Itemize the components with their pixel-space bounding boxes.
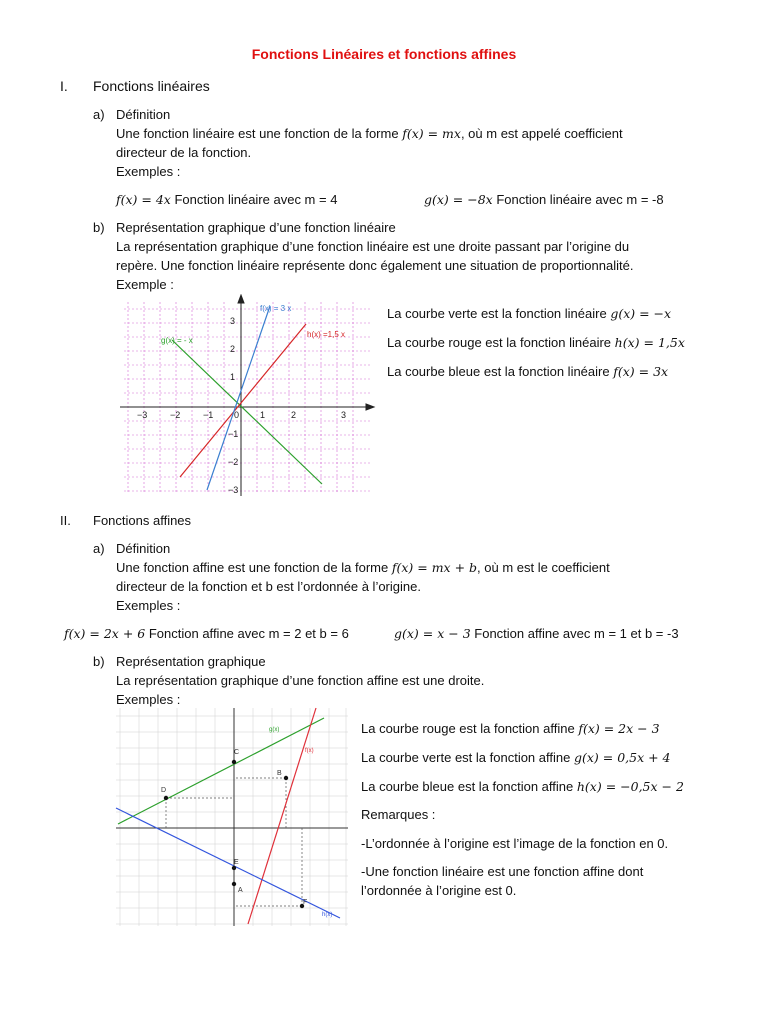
s2-b-title: Représentation graphique [116,654,266,669]
s2-b-letter: b) [93,654,105,669]
s2-ex1-formula: f(x) = 2x + 6 [64,626,146,641]
point-b-label: B [277,770,282,777]
s1-desc-red [387,333,685,353]
x-tick-label: 3 [341,410,347,420]
s2-remark-1: -L’ordonnée à l’origine est l’image de la fonction en 0. [361,836,669,851]
s1-examples-label: Exemples : [116,164,181,179]
s1-a-title: Définition [116,107,171,122]
s1-example-1 [116,190,337,210]
s1-definition-line2: directeur de la fonction. [116,145,252,160]
s1-desc3-formula: f(x) = 3x [613,364,669,379]
s1-b-title: Représentation graphique d’une fonction linéaire [116,220,396,235]
s2-a-title: Définition [116,541,171,556]
x-tick-label: 2 [291,410,297,420]
x-tick-label: −1 [203,410,214,420]
s1-example-2 [424,190,664,210]
s2-desc2-formula: g(x) = 0,5x + 4 [573,750,671,765]
curve-g-green [172,340,322,484]
s1-desc3-text: La courbe bleue est la fonction linéaire [387,364,610,379]
x-tick-label: −3 [137,410,148,420]
s2-ex2-formula: g(x) = x − 3 [394,626,471,641]
s2-example-2 [394,624,679,644]
curve-f-red [248,708,316,924]
x-tick-label: −2 [170,410,181,420]
point-f-label: F [303,899,308,906]
label-f: f(x) = 3 x [260,304,292,313]
s2-examples-label: Exemples : [116,598,181,613]
s2-def-text1: Une fonction affine est une fonction de la forme [116,560,389,575]
point-e-label: E [234,859,239,866]
s2-desc3-formula: h(x) = −0,5x − 2 [576,779,684,794]
s1-desc2-formula: h(x) = 1,5x [614,335,685,350]
s2-ex2-text: Fonction affine avec m = 1 et b = -3 [474,626,679,641]
curve-g-green [118,718,324,824]
s2-remarks-label: Remarques : [361,807,436,822]
s1-ex1-formula: f(x) = 4x [116,192,171,207]
s2-remark-2-line1: -Une fonction linéaire est une fonction affine dont [361,864,644,879]
s2-def-text2: , où m est le coefficient [477,560,610,575]
s1-b-line2: repère. Une fonction linéaire représente donc également une situation de proportionnalité. [116,258,634,273]
y-tick-label: −1 [228,429,239,439]
section-1-heading: Fonctions linéaires [93,78,210,94]
y-tick-label: 1 [230,372,236,382]
linear-functions-graph [116,294,378,498]
s1-b-line1: La représentation graphique d’une fonction linéaire est une droite passant par l’origine du [116,239,630,254]
s2-b-line1: La représentation graphique d’une fonction affine est une droite. [116,673,485,688]
x-tick-label: 0 [234,410,240,420]
point-c-label: C [234,749,240,756]
affine-functions-graph [114,706,350,928]
s2-definition-line2: directeur de la fonction et b est l’ordonnée à l’origine. [116,579,421,594]
s2-definition-line1 [116,558,610,578]
s1-b-letter: b) [93,220,105,235]
s1-def-text1: Une fonction linéaire est une fonction de la forme [116,126,399,141]
s2-example-1 [64,624,349,644]
s1-desc2-text: La courbe rouge est la fonction linéaire [387,335,612,350]
section-2-number: II. [60,513,71,528]
s1-ex2-formula: g(x) = −8x [424,192,493,207]
s1-a-letter: a) [93,107,105,122]
s1-desc-blue [387,362,668,382]
y-tick-label: 3 [230,316,236,326]
point-d-label: D [161,787,167,794]
s1-definition-line1 [116,124,623,144]
graph2-axes [116,708,348,926]
s2-examples-label-2: Exemples : [116,692,181,707]
x-tick-label: 1 [260,410,266,420]
section-1-number: I. [60,78,68,94]
s2-desc1-text: La courbe rouge est la fonction affine [361,721,575,736]
s2-desc-red [361,719,660,739]
s1-ex1-text: Fonction linéaire avec m = 4 [174,192,338,207]
y-tick-label: −2 [228,457,239,467]
s1-desc1-text: La courbe verte est la fonction linéaire [387,306,607,321]
s2-desc2-text: La courbe verte est la fonction affine [361,750,571,765]
s1-def-text2: , où m est appelé coefficient [460,126,623,141]
label-h: h(x) =1,5 x [307,330,346,339]
curve-f-blue [207,306,270,490]
s2-a-letter: a) [93,541,105,556]
label-g: g(x) [269,727,280,733]
s2-desc-blue [361,777,684,797]
graph2-grid [116,708,348,926]
s1-example-label: Exemple : [116,277,174,292]
s2-def-formula: f(x) = mx + b [391,560,478,575]
curve-h-red [180,324,306,477]
section-2-heading: Fonctions affines [93,513,192,528]
s2-desc-green [361,748,671,768]
label-f: f(x) [305,748,314,754]
point-a-label: A [238,887,243,894]
s2-desc3-text: La courbe bleue est la fonction affine [361,779,574,794]
y-tick-label: −3 [228,485,239,495]
page-title: Fonctions Linéaires et fonctions affines [251,46,517,62]
label-h: h(x) [322,912,333,918]
s1-desc1-formula: g(x) = −x [610,306,672,321]
s2-desc1-formula: f(x) = 2x − 3 [578,721,660,736]
s2-remark-2-line2: l’ordonnée à l’origine est 0. [361,883,517,898]
s1-def-formula: f(x) = mx [402,126,461,141]
s1-ex2-text: Fonction linéaire avec m = -8 [496,192,664,207]
s1-desc-green [387,304,671,324]
label-g: g(x) = - x [161,336,193,345]
y-tick-label: 2 [230,344,236,354]
s2-ex1-text: Fonction affine avec m = 2 et b = 6 [148,626,349,641]
